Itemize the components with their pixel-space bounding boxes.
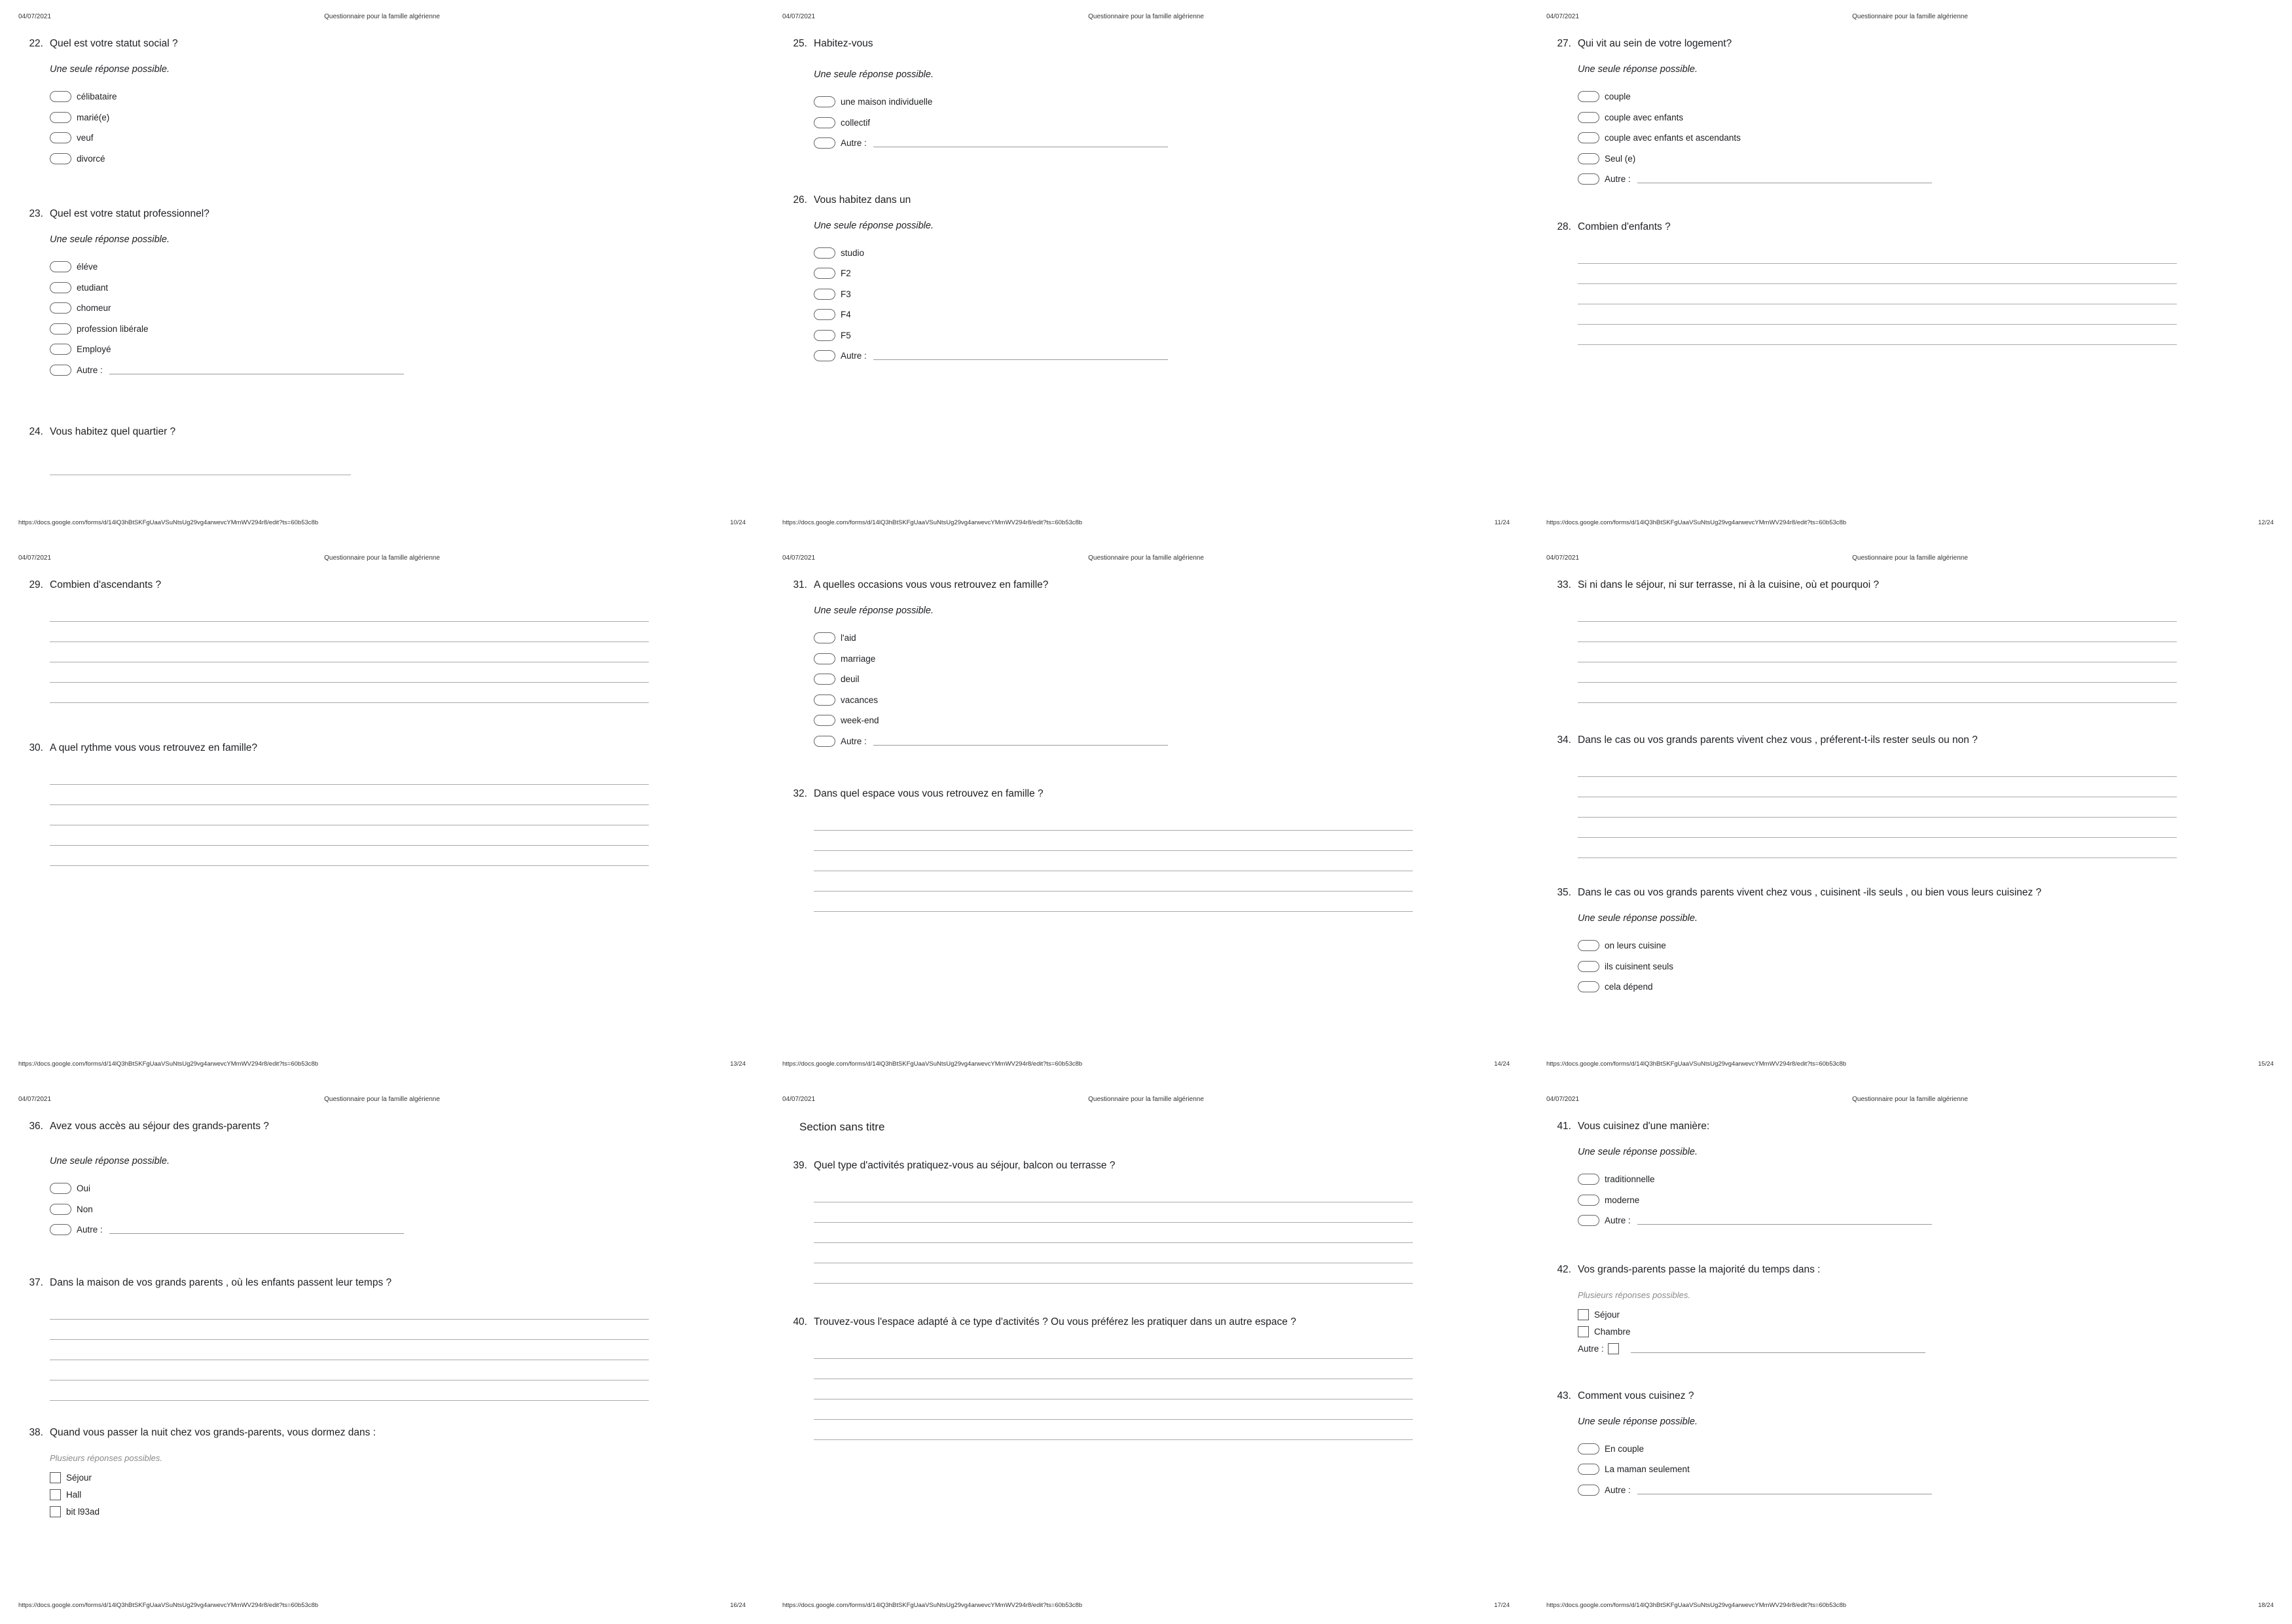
question-text: Vos grands-parents passe la majorité du temps dans :	[1578, 1263, 1821, 1275]
footer-url: https://docs.google.com/forms/d/14lQ3hBtSKFgUaaVSuNtsUg29vg4arwevcYMmWV294r8/edit?ts=60b53c8b	[782, 1602, 1083, 1609]
hint-text: Une seule réponse possible.	[1578, 913, 1698, 924]
radio-button[interactable]	[814, 695, 835, 706]
option-vacances[interactable]: vacances	[814, 690, 1528, 711]
radio-button[interactable]	[1578, 153, 1599, 164]
option-la-maman-seulement[interactable]: La maman seulement	[1578, 1459, 2292, 1480]
question-41: 41. Vous cuisinez d'une manière: Une seule réponse possible. traditionnelle moderne Autre :	[1578, 1121, 2292, 1231]
question-text: Vous cuisinez d'une manière:	[1578, 1121, 1710, 1132]
option-f4[interactable]: F4	[814, 304, 1528, 325]
other-input[interactable]	[873, 737, 1168, 746]
answer-line[interactable]	[50, 642, 649, 662]
radio-button[interactable]	[50, 1183, 71, 1194]
page-number: 12/24	[2258, 519, 2274, 526]
hint-text: Plusieurs réponses possibles.	[50, 1453, 162, 1463]
radio-button[interactable]	[50, 112, 71, 123]
radio-button[interactable]	[1578, 1215, 1599, 1226]
option-f2[interactable]: F2	[814, 263, 1528, 284]
option-employe[interactable]: Employé	[50, 339, 764, 360]
option-chomeur[interactable]: chomeur	[50, 298, 764, 319]
answer-line[interactable]	[814, 1420, 1413, 1440]
question-38: 38. Quand vous passer la nuit chez vos grands-parents, vous dormez dans : Plusieurs réponses possibles. Séjour Hall bit l93ad	[50, 1427, 764, 1521]
question-43: 43. Comment vous cuisinez ? Une seule réponse possible. En couple La maman seulement Autre :	[1578, 1390, 2292, 1501]
form-title: Questionnaire pour la famille algérienne	[1088, 13, 1204, 20]
form-title: Questionnaire pour la famille algérienne	[324, 13, 440, 20]
radio-button[interactable]	[50, 132, 71, 143]
radio-button[interactable]	[50, 302, 71, 314]
question-text: Dans quel espace vous vous retrouvez en famille ?	[814, 788, 1044, 799]
page-number: 14/24	[1494, 1060, 1510, 1068]
question-text: Habitez-vous	[814, 38, 873, 49]
answer-line[interactable]	[50, 1340, 649, 1360]
footer-url: https://docs.google.com/forms/d/14lQ3hBtSKFgUaaVSuNtsUg29vg4arwevcYMmWV294r8/edit?ts=60b53c8b	[1546, 519, 1847, 526]
question-27: 27. Qui vit au sein de votre logement? Une seule réponse possible. couple couple avec enfants couple avec enfants et ascendants Seul (e) Autre :	[1578, 38, 2292, 190]
hint-text: Une seule réponse possible.	[50, 64, 170, 75]
radio-button[interactable]	[50, 282, 71, 293]
answer-line[interactable]	[814, 871, 1413, 892]
option-non[interactable]: Non	[50, 1199, 764, 1220]
radio-button[interactable]	[1578, 132, 1599, 143]
question-text: Quel est votre statut social ?	[50, 38, 178, 49]
radio-button[interactable]	[50, 344, 71, 355]
answer-line[interactable]	[50, 825, 649, 846]
option-couple-avec-enfants[interactable]: couple avec enfants	[1578, 107, 2292, 128]
radio-button[interactable]	[814, 117, 835, 128]
answer-line[interactable]	[1578, 818, 2177, 838]
question-33: 33. Si ni dans le séjour, ni sur terrasse, ni à la cuisine, où et pourquoi ?	[1578, 579, 2292, 703]
option-couple-enfants-ascendants[interactable]: couple avec enfants et ascendants	[1578, 128, 2292, 149]
form-title: Questionnaire pour la famille algérienne	[1852, 554, 1968, 562]
radio-button[interactable]	[1578, 1443, 1599, 1454]
option-autre[interactable]: Autre :	[1578, 169, 2292, 190]
footer-url: https://docs.google.com/forms/d/14lQ3hBtSKFgUaaVSuNtsUg29vg4arwevcYMmWV294r8/edit?ts=60b53c8b	[1546, 1602, 1847, 1609]
hint-text: Une seule réponse possible.	[1578, 1147, 1698, 1157]
print-date: 04/07/2021	[782, 13, 816, 20]
checkbox-autre[interactable]: Autre :	[1578, 1341, 2292, 1358]
option-autre[interactable]: Autre :	[1578, 1210, 2292, 1231]
radio-button[interactable]	[50, 365, 71, 376]
question-text: A quelles occasions vous vous retrouvez en famille?	[814, 579, 1049, 590]
page-10	[0, 0, 764, 541]
page-17	[764, 1083, 1528, 1624]
question-text: Quel est votre statut professionnel?	[50, 208, 209, 219]
option-traditionnelle[interactable]: traditionnelle	[1578, 1169, 2292, 1190]
footer-url: https://docs.google.com/forms/d/14lQ3hBtSKFgUaaVSuNtsUg29vg4arwevcYMmWV294r8/edit?ts=60b53c8b	[18, 1602, 319, 1609]
radio-button[interactable]	[50, 1204, 71, 1215]
question-text: Combien d'enfants ?	[1578, 221, 1671, 232]
option-collectif[interactable]: collectif	[814, 113, 1528, 134]
answer-line[interactable]	[50, 1299, 649, 1320]
hint-text: Une seule réponse possible.	[1578, 64, 1698, 75]
question-35: 35. Dans le cas ou vos grands parents vivent chez vous , cuisinent -ils seuls , ou bien vous leurs cuisinez ? Une seule réponse possible. on leurs cuisine ils cuisinent seuls cela dépend	[1578, 887, 2292, 998]
answer-line[interactable]	[50, 846, 649, 866]
radio-button[interactable]	[50, 1224, 71, 1235]
hint-text: Plusieurs réponses possibles.	[1578, 1290, 1690, 1300]
option-f5[interactable]: F5	[814, 325, 1528, 346]
hint-text: Une seule réponse possible.	[814, 69, 934, 80]
answer-line[interactable]	[814, 851, 1413, 871]
option-marie[interactable]: marié(e)	[50, 107, 764, 128]
page-number: 17/24	[1494, 1602, 1510, 1609]
question-22: 22. Quel est votre statut social ? Une seule réponse possible. célibataire marié(e) veuf divorcé	[50, 38, 764, 169]
answer-line[interactable]	[1578, 642, 2177, 662]
answer-line[interactable]	[50, 683, 649, 703]
radio-button[interactable]	[1578, 91, 1599, 102]
print-date: 04/07/2021	[782, 554, 816, 562]
question-36: 36. Avez vous accès au séjour des grands-parents ? Une seule réponse possible. Oui Non Autre :	[50, 1121, 764, 1240]
print-date: 04/07/2021	[1546, 554, 1580, 562]
answer-line[interactable]	[1578, 797, 2177, 818]
answer-line[interactable]	[814, 831, 1413, 851]
radio-button[interactable]	[814, 96, 835, 107]
question-40: 40. Trouvez-vous l'espace adapté à ce type d'activités ? Ou vous préférez les pratiquer dans un autre espace ?	[814, 1316, 1528, 1440]
question-text: Si ni dans le séjour, ni sur terrasse, ni à la cuisine, où et pourquoi ?	[1578, 579, 1880, 590]
answer-line[interactable]	[50, 1360, 649, 1380]
checkbox-sejour[interactable]: Séjour	[50, 1470, 764, 1487]
radio-button[interactable]	[814, 736, 835, 747]
answer-line[interactable]	[50, 1320, 649, 1340]
answer-line[interactable]	[814, 1243, 1413, 1263]
checkbox-sejour[interactable]: Séjour	[1578, 1307, 2292, 1324]
answer-line[interactable]	[814, 1223, 1413, 1243]
option-ils-cuisinent-seuls[interactable]: ils cuisinent seuls	[1578, 956, 2292, 977]
question-text: Combien d'ascendants ?	[50, 579, 162, 590]
question-37: 37. Dans la maison de vos grands parents , où les enfants passent leur temps ?	[50, 1277, 764, 1401]
option-week-end[interactable]: week-end	[814, 710, 1528, 731]
option-oui[interactable]: Oui	[50, 1178, 764, 1199]
print-date: 04/07/2021	[18, 554, 52, 562]
answer-line[interactable]	[1578, 683, 2177, 703]
radio-button[interactable]	[814, 268, 835, 279]
question-text: Dans le cas ou vos grands parents vivent chez vous , préferent-t-ils rester seuls ou non ?	[1578, 734, 1978, 746]
page-15	[1528, 541, 2292, 1083]
page-11	[764, 0, 1528, 541]
answer-line[interactable]	[814, 892, 1413, 912]
question-text: Quel type d'activités pratiquez-vous au séjour, balcon ou terrasse ?	[814, 1160, 1116, 1171]
other-input[interactable]	[1637, 1486, 1932, 1494]
option-on-leurs-cuisine[interactable]: on leurs cuisine	[1578, 935, 2292, 956]
page-number: 11/24	[1494, 519, 1510, 526]
other-input[interactable]	[1637, 1216, 1932, 1225]
radio-button[interactable]	[1578, 1485, 1599, 1496]
form-title: Questionnaire pour la famille algérienne	[1852, 1096, 1968, 1103]
radio-button[interactable]	[50, 323, 71, 334]
print-date: 04/07/2021	[18, 13, 52, 20]
page-number: 16/24	[730, 1602, 746, 1609]
hint-text: Une seule réponse possible.	[814, 220, 934, 231]
question-text: Qui vit au sein de votre logement?	[1578, 38, 1732, 49]
question-31: 31. A quelles occasions vous vous retrouvez en famille? Une seule réponse possible. l'aid marriage deuil vacances week-end Autre :	[814, 579, 1528, 751]
radio-button[interactable]	[50, 153, 71, 164]
radio-button[interactable]	[1578, 1464, 1599, 1475]
answer-line[interactable]	[50, 602, 649, 622]
option-eleve[interactable]: éléve	[50, 257, 764, 278]
answer-line[interactable]	[50, 805, 649, 825]
answer-line[interactable]	[814, 1379, 1413, 1399]
print-date: 04/07/2021	[18, 1096, 52, 1103]
answer-line[interactable]	[814, 1263, 1413, 1284]
answer-line[interactable]	[1578, 325, 2177, 345]
answer-line[interactable]	[1578, 662, 2177, 683]
option-veuf[interactable]: veuf	[50, 128, 764, 149]
print-date: 04/07/2021	[1546, 13, 1580, 20]
checkbox-bit-l93ad[interactable]: bit l93ad	[50, 1504, 764, 1521]
radio-button[interactable]	[1578, 961, 1599, 972]
option-moderne[interactable]: moderne	[1578, 1190, 2292, 1211]
answer-line[interactable]	[50, 662, 649, 683]
page-number: 18/24	[2258, 1602, 2274, 1609]
footer-url: https://docs.google.com/forms/d/14lQ3hBtSKFgUaaVSuNtsUg29vg4arwevcYMmWV294r8/edit?ts=60b53c8b	[18, 1060, 319, 1068]
answer-line[interactable]	[50, 785, 649, 805]
page-16	[0, 1083, 764, 1624]
hint-text: Une seule réponse possible.	[1578, 1416, 1698, 1427]
question-text: Comment vous cuisinez ?	[1578, 1390, 1694, 1401]
radio-button[interactable]	[814, 632, 835, 643]
page-14	[764, 541, 1528, 1083]
checkbox[interactable]	[1608, 1343, 1619, 1354]
question-28: 28. Combien d'enfants ?	[1578, 221, 2292, 345]
option-studio[interactable]: studio	[814, 243, 1528, 264]
page-12	[1528, 0, 2292, 541]
option-profession-liberale[interactable]: profession libérale	[50, 319, 764, 340]
answer-line[interactable]	[1578, 622, 2177, 642]
radio-button[interactable]	[1578, 1174, 1599, 1185]
hint-text: Une seule réponse possible.	[814, 605, 934, 616]
question-32: 32. Dans quel espace vous vous retrouvez en famille ?	[814, 788, 1528, 912]
footer-url: https://docs.google.com/forms/d/14lQ3hBtSKFgUaaVSuNtsUg29vg4arwevcYMmWV294r8/edit?ts=60b53c8b	[18, 519, 319, 526]
radio-button[interactable]	[814, 247, 835, 259]
option-divorce[interactable]: divorcé	[50, 149, 764, 170]
other-input[interactable]	[1637, 175, 1932, 183]
page-number: 10/24	[730, 519, 746, 526]
option-en-couple[interactable]: En couple	[1578, 1439, 2292, 1460]
answer-line[interactable]	[814, 1202, 1413, 1223]
other-input[interactable]	[873, 139, 1168, 147]
section-title: Section sans titre	[799, 1121, 885, 1133]
checkbox[interactable]	[1578, 1326, 1589, 1337]
answer-line[interactable]	[1578, 304, 2177, 325]
answer-line[interactable]	[50, 622, 649, 642]
question-29: 29. Combien d'ascendants ?	[50, 579, 764, 703]
checkbox-hall[interactable]: Hall	[50, 1487, 764, 1504]
other-input[interactable]	[109, 366, 404, 374]
answer-line[interactable]	[814, 1399, 1413, 1420]
option-cela-depend[interactable]: cela dépend	[1578, 977, 2292, 998]
radio-button[interactable]	[1578, 981, 1599, 992]
radio-button[interactable]	[1578, 173, 1599, 185]
answer-line[interactable]	[1578, 284, 2177, 304]
checkbox[interactable]	[50, 1472, 61, 1483]
radio-button[interactable]	[814, 350, 835, 361]
question-42: 42. Vos grands-parents passe la majorité du temps dans : Plusieurs réponses possibles. Séjour Chambre Autre :	[1578, 1264, 2292, 1358]
radio-button[interactable]	[814, 715, 835, 726]
radio-button[interactable]	[814, 330, 835, 341]
question-23: 23. Quel est votre statut professionnel? Une seule réponse possible. éléve etudiant chomeur profession libérale Employé Autre :	[50, 208, 764, 380]
option-couple[interactable]: couple	[1578, 86, 2292, 107]
answer-line[interactable]	[1578, 777, 2177, 797]
checkbox[interactable]	[50, 1489, 61, 1500]
answer-line[interactable]	[50, 765, 649, 785]
question-text: Quand vous passer la nuit chez vos grands-parents, vous dormez dans :	[50, 1426, 376, 1438]
answer-line[interactable]	[1578, 757, 2177, 777]
question-text: Dans le cas ou vos grands parents vivent chez vous , cuisinent -ils seuls , ou bien vous leurs cuisinez ?	[1578, 887, 2042, 898]
footer-url: https://docs.google.com/forms/d/14lQ3hBtSKFgUaaVSuNtsUg29vg4arwevcYMmWV294r8/edit?ts=60b53c8b	[782, 519, 1083, 526]
option-deuil[interactable]: deuil	[814, 669, 1528, 690]
answer-line[interactable]	[1578, 264, 2177, 284]
question-text: Dans la maison de vos grands parents , où les enfants passent leur temps ?	[50, 1276, 392, 1288]
form-title: Questionnaire pour la famille algérienne	[324, 554, 440, 562]
question-text: Vous habitez dans un	[814, 194, 911, 206]
answer-line[interactable]	[1578, 838, 2177, 858]
radio-button[interactable]	[1578, 112, 1599, 123]
form-title: Questionnaire pour la famille algérienne	[1088, 554, 1204, 562]
answer-line[interactable]	[814, 1339, 1413, 1359]
radio-button[interactable]	[1578, 940, 1599, 951]
checkbox-chambre[interactable]: Chambre	[1578, 1324, 2292, 1341]
radio-button[interactable]	[814, 653, 835, 664]
form-title: Questionnaire pour la famille algérienne	[1852, 13, 1968, 20]
question-30: 30. A quel rythme vous vous retrouvez en famille?	[50, 742, 764, 866]
page-number: 13/24	[730, 1060, 746, 1068]
answer-line[interactable]	[50, 1380, 649, 1401]
answer-line[interactable]	[814, 1359, 1413, 1379]
form-title: Questionnaire pour la famille algérienne	[324, 1096, 440, 1103]
question-text: A quel rythme vous vous retrouvez en famille?	[50, 742, 258, 753]
radio-button[interactable]	[814, 137, 835, 149]
page-number: 15/24	[2258, 1060, 2274, 1068]
question-text: Avez vous accès au séjour des grands-parents ?	[50, 1121, 269, 1132]
hint-text: Une seule réponse possible.	[50, 234, 170, 245]
question-26: 26. Vous habitez dans un Une seule réponse possible. studio F2 F3 F4 F5 Autre :	[814, 194, 1528, 367]
answer-line[interactable]	[814, 810, 1413, 831]
radio-button[interactable]	[814, 289, 835, 300]
option-autre[interactable]: Autre :	[814, 346, 1528, 367]
option-autre[interactable]: Autre :	[814, 133, 1528, 154]
option-etudiant[interactable]: etudiant	[50, 278, 764, 298]
footer-url: https://docs.google.com/forms/d/14lQ3hBtSKFgUaaVSuNtsUg29vg4arwevcYMmWV294r8/edit?ts=60b53c8b	[1546, 1060, 1847, 1068]
option-f3[interactable]: F3	[814, 284, 1528, 305]
other-input[interactable]	[873, 352, 1168, 360]
checkbox[interactable]	[50, 1506, 61, 1517]
radio-button[interactable]	[814, 674, 835, 685]
radio-button[interactable]	[814, 309, 835, 320]
option-seul[interactable]: Seul (e)	[1578, 149, 2292, 170]
other-input[interactable]	[109, 1225, 404, 1234]
question-text: Vous habitez quel quartier ?	[50, 426, 176, 437]
answer-line[interactable]	[1578, 244, 2177, 264]
question-text: Trouvez-vous l'espace adapté à ce type d'activités ? Ou vous préférez les pratiquer dans un autre espace ?	[814, 1316, 1296, 1327]
option-autre[interactable]: Autre :	[50, 1219, 764, 1240]
option-aid[interactable]: l'aid	[814, 628, 1528, 649]
form-title: Questionnaire pour la famille algérienne	[1088, 1096, 1204, 1103]
option-autre[interactable]: Autre :	[1578, 1480, 2292, 1501]
radio-button[interactable]	[50, 91, 71, 102]
question-25: 25. Habitez-vous Une seule réponse possible. une maison individuelle collectif Autre :	[814, 38, 1528, 154]
option-autre[interactable]: Autre :	[50, 360, 764, 381]
question-24: 24. Vous habitez quel quartier ?	[50, 426, 764, 475]
option-celibataire[interactable]: célibataire	[50, 86, 764, 107]
page-18	[1528, 1083, 2292, 1624]
answer-line[interactable]	[50, 448, 351, 475]
option-marriage[interactable]: marriage	[814, 649, 1528, 670]
print-date: 04/07/2021	[1546, 1096, 1580, 1103]
option-autre[interactable]: Autre :	[814, 731, 1528, 752]
question-34: 34. Dans le cas ou vos grands parents vivent chez vous , préferent-t-ils rester seuls ou non ?	[1578, 734, 2292, 858]
other-input[interactable]	[1631, 1344, 1925, 1353]
footer-url: https://docs.google.com/forms/d/14lQ3hBtSKFgUaaVSuNtsUg29vg4arwevcYMmWV294r8/edit?ts=60b53c8b	[782, 1060, 1083, 1068]
page-13	[0, 541, 764, 1083]
hint-text: Une seule réponse possible.	[50, 1156, 170, 1166]
radio-button[interactable]	[50, 261, 71, 272]
answer-line[interactable]	[814, 1182, 1413, 1202]
answer-line[interactable]	[1578, 602, 2177, 622]
question-39: 39. Quel type d'activités pratiquez-vous au séjour, balcon ou terrasse ?	[814, 1160, 1528, 1284]
radio-button[interactable]	[1578, 1195, 1599, 1206]
checkbox[interactable]	[1578, 1309, 1589, 1320]
print-date: 04/07/2021	[782, 1096, 816, 1103]
option-maison-individuelle[interactable]: une maison individuelle	[814, 92, 1528, 113]
